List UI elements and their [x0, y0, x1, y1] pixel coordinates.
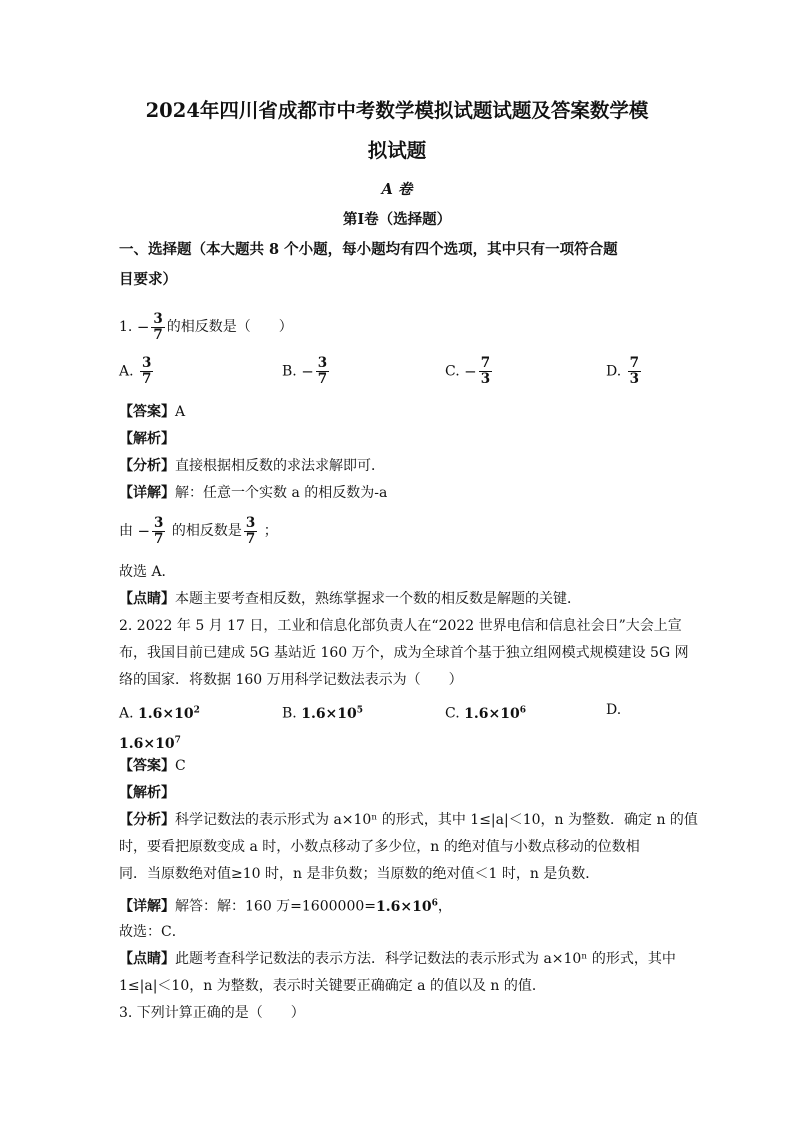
- q1-guxuan: 故选 A．: [119, 564, 176, 580]
- q2-fenxi-line1: 【分析】科学记数法的表示形式为 a×10ⁿ 的形式，其中 1≤|a|＜10，n 为整数．确定 n 的值: [119, 812, 698, 828]
- q1-fenxi: 【分析】直接根据相反数的求法求解即可．: [119, 458, 385, 474]
- doc-title-line2: 拟试题: [367, 139, 427, 162]
- q2-option-d-label: D.: [606, 702, 622, 718]
- q3-stem: 3. 下列计算正确的是（ ）: [119, 1005, 305, 1021]
- q1-answer: 【答案】A: [119, 404, 186, 420]
- q1-stem: [119, 310, 293, 344]
- q1-option-a: A. $\frac{3}{7}$: [119, 355, 152, 387]
- q2-dianjing-line1: 【点睛】此题考查科学记数法的表示方法．科学记数法的表示形式为 a×10ⁿ 的形式，其中: [119, 951, 676, 967]
- q1-stem-suffix: 的相反数是（ ）: [166, 319, 293, 335]
- q1-fraction: $\frac{3}{7}$: [153, 310, 163, 343]
- q2-stem-line1: 2. 2022 年 5 月 17 日，工业和信息化部负责人在“2022 世界电信和信息社会日”大会上宣: [119, 618, 682, 634]
- q1-analysis-tag: 【解析】: [119, 431, 175, 447]
- q2-dianjing-line2: 1≤|a|＜10，n 为整数，表示时关键要正确确定 a 的值以及 n 的值．: [119, 978, 546, 994]
- part1-heading-line1: 一、选择题（本大题共 8 个小题，每小题均有四个选项，其中只有一项符合题: [119, 241, 618, 258]
- q1-dianjing: 【点睛】本题主要考查相反数，熟练掌握求一个数的相反数是解题的关键．: [119, 591, 581, 607]
- q1-option-d: D. $\frac{7}{3}$: [606, 355, 640, 387]
- q2-option-b: B. $1.6\times 10^5$: [282, 705, 364, 722]
- q2-option-c: C. $1.6\times 10^6$: [445, 705, 526, 722]
- volume-label: A 卷: [381, 181, 413, 198]
- q1-neg-sign: −: [136, 318, 150, 336]
- q2-answer: 【答案】C: [119, 758, 186, 774]
- q2-guxuan: 故选：C．: [119, 924, 186, 940]
- q2-stem-line3: 络的国家．将数据 160 万用科学记数法表示为（ ）: [119, 672, 463, 688]
- q2-analysis-tag: 【解析】: [119, 785, 175, 801]
- q2-fenxi-line2: 时，要看把原数变成 a 时，小数点移动了多少位，n 的绝对值与小数点移动的位数相: [119, 839, 640, 855]
- section-label: 第Ⅰ卷（选择题）: [342, 211, 452, 228]
- doc-title-line1: 2024年四川省成都市中考数学模拟试题试题及答案数学模: [145, 99, 649, 122]
- q1-option-c: C. − $\frac{7}{3}$: [445, 355, 491, 387]
- q2-option-d-value: $1.6\times 10^7$: [119, 735, 181, 752]
- q1-xiangjie: 【详解】解：任意一个实数 a 的相反数为-a: [119, 485, 388, 501]
- q2-stem-line2: 布，我国目前已建成 5G 基站近 160 万个，成为全球首个基于独立组网模式规模建设 5G 网: [119, 645, 689, 661]
- part1-heading-line2: 目要求）: [119, 271, 177, 288]
- q2-option-a: A. $1.6\times 10^2$: [119, 705, 200, 722]
- q1-number: 1.: [119, 319, 133, 335]
- q2-fenxi-line3: 同．当原数绝对值≥10 时，n 是非负数；当原数的绝对值＜1 时，n 是负数．: [119, 866, 600, 882]
- q1-option-b: B. − $\frac{3}{7}$: [282, 355, 328, 387]
- q1-you-line: 由 − $\frac{3}{7}$ 的相反数是 $\frac{3}{7}$ ；: [119, 514, 278, 547]
- q2-xiangjie: 【详解】解答：解：160 万$=1600000=1.6\times 10^6$，: [119, 898, 452, 915]
